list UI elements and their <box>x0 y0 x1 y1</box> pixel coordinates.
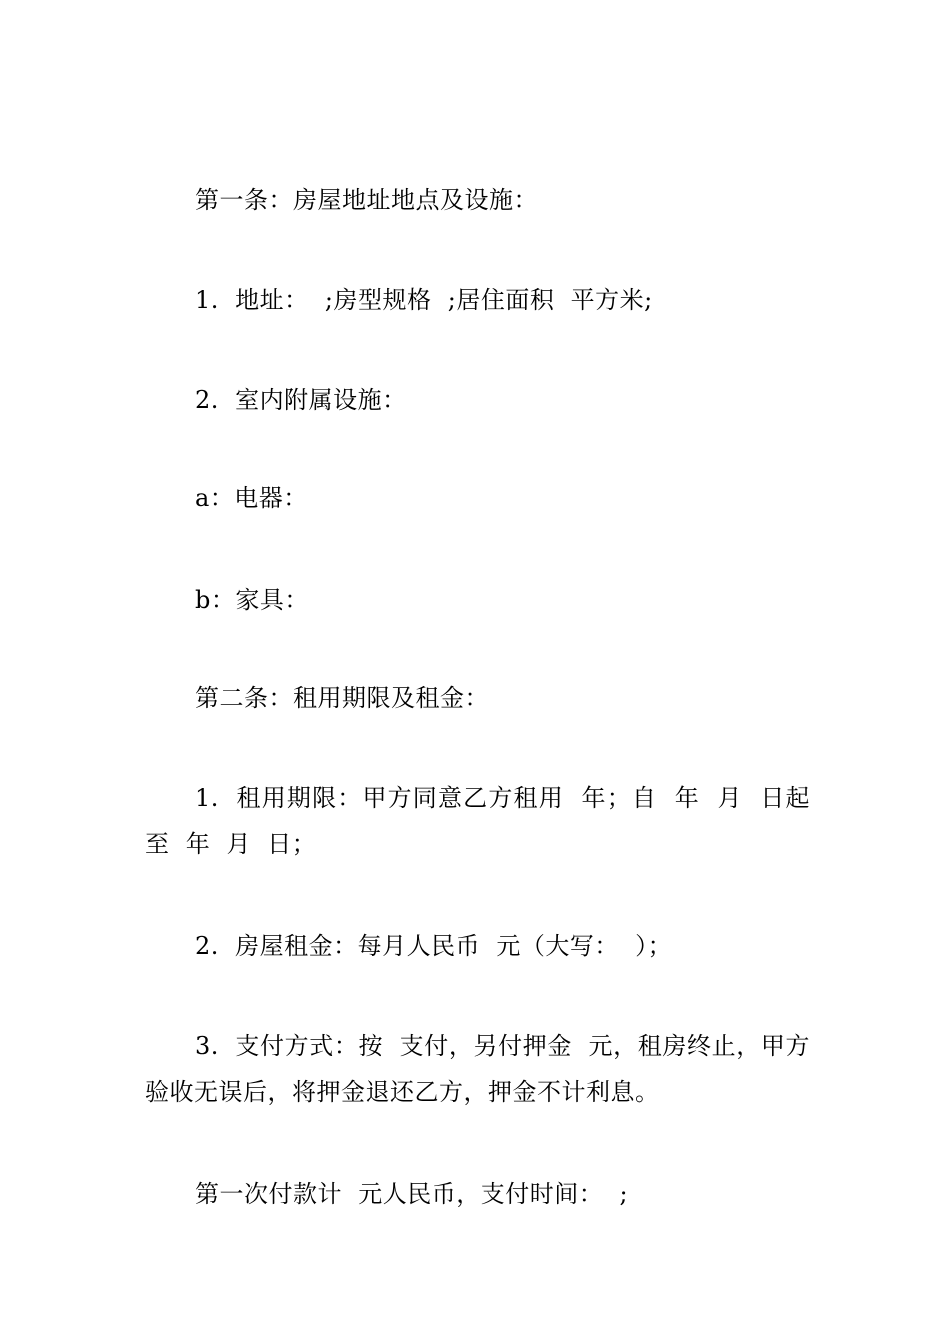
rent-line: 2. 房屋租金：每月人民币 元（大写： ）； <box>195 932 673 960</box>
lease-term-paragraph: 1. 租用期限：甲方同意乙方租用 年；自 年 月 日起至 年 月 日； <box>145 784 810 858</box>
furniture-line: b：家具： <box>195 586 309 614</box>
address-line: 1. 地址： ;房型规格 ;居住面积 平方米; <box>195 286 653 314</box>
appliances-line: a：电器： <box>195 484 308 512</box>
facilities-heading: 2. 室内附属设施： <box>195 386 407 414</box>
article-2-heading: 第二条：租用期限及租金： <box>195 684 489 712</box>
article-1-heading: 第一条：房屋地址地点及设施： <box>195 186 538 214</box>
first-payment-line: 第一次付款计 元人民币，支付时间： ; <box>195 1180 629 1208</box>
payment-method-paragraph: 3. 支付方式：按 支付，另付押金 元，租房终止，甲方验收无误后，将押金退还乙方，押金不计利息。 <box>145 1032 810 1106</box>
